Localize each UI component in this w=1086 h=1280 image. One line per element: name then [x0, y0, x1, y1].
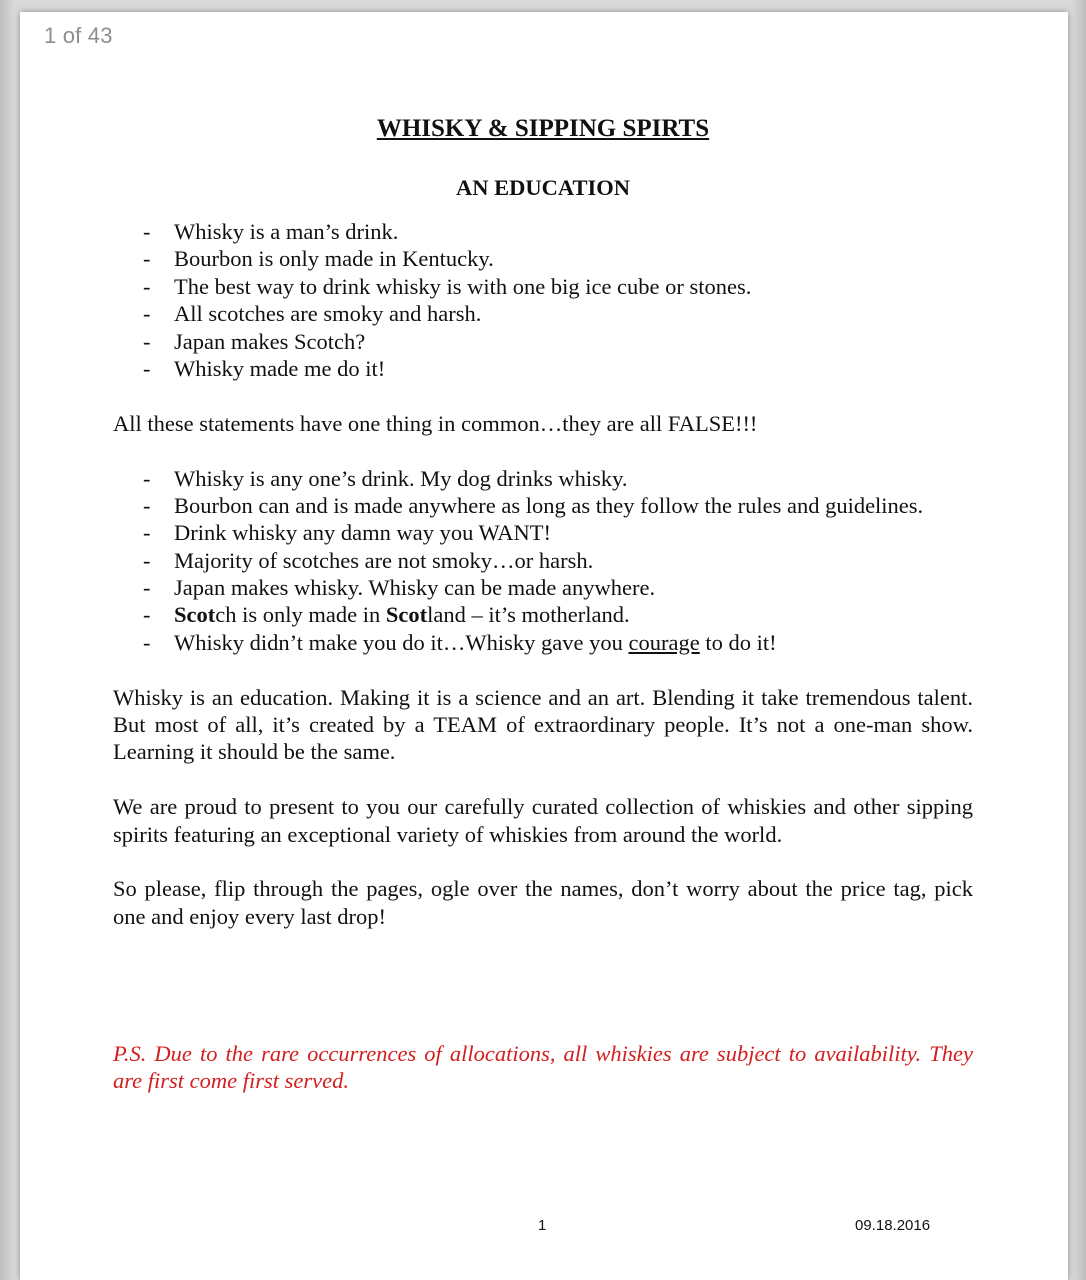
document-body: [113, 102, 973, 1095]
myths-list: [113, 218, 973, 382]
list-item: - All scotches are smoky and harsh.: [113, 300, 973, 327]
inline-text: Whisky didn’t make you do it…Whisky gave you: [174, 629, 629, 655]
list-item: - Drink whisky any damn way you WANT!: [113, 519, 973, 546]
false-statement: All these statements have one thing in common…they are all FALSE!!!: [113, 410, 758, 436]
list-item: - Japan makes Scotch?: [113, 328, 973, 355]
paragraph-flip: So please, flip through the pages, ogle over the names, don’t worry about the price tag, pick one and enjoy every last drop!: [113, 876, 973, 929]
ps-note: P.S. Due to the rare occurrences of allocations, all whiskies are subject to availability. They are first come first served.: [113, 1040, 973, 1094]
list-item: [113, 601, 973, 628]
document-subtitle: AN EDUCATION: [456, 175, 630, 200]
paragraph-education: Whisky is an education. Making it is a science and an art. Blending it take tremendous talent. But most of all, it’s created by a TEAM of extraordinary people. It’s not a one-man show. Learning it should be the same.: [113, 684, 973, 765]
document-page[interactable]: [20, 12, 1068, 1280]
list-item: - Japan makes whisky. Whisky can be made anywhere.: [113, 574, 973, 601]
list-item: - Whisky made me do it!: [113, 355, 973, 382]
list-item: - Majority of scotches are not smoky…or harsh.: [113, 547, 973, 574]
list-item: - Bourbon can and is made anywhere as long as they follow the rules and guidelines.: [113, 492, 973, 519]
inline-text: to do it!: [699, 629, 777, 655]
underlined-text: courage: [628, 629, 700, 655]
footer-date: 09.18.2016: [855, 1217, 931, 1234]
page-counter: 1 of 43: [44, 23, 113, 48]
inline-text: land – it’s motherland.: [427, 602, 630, 628]
bold-text: Scot: [385, 602, 428, 628]
document-title: WHISKY & SIPPING SPIRTS: [376, 115, 710, 142]
inline-text: ch is only made in: [215, 602, 386, 628]
list-item: - Whisky is a man’s drink.: [113, 218, 973, 245]
list-item: - The best way to drink whisky is with one big ice cube or stones.: [113, 273, 973, 300]
list-item: - Bourbon is only made in Kentucky.: [113, 245, 973, 272]
facts-list: [113, 465, 973, 657]
footer-page-number: 1: [538, 1217, 547, 1234]
bold-text: Scot: [174, 602, 216, 628]
list-item: - Whisky is any one’s drink. My dog drinks whisky.: [113, 465, 973, 492]
paragraph-proud: We are proud to present to you our carefully curated collection of whiskies and other sipping spirits featuring an exceptional variety of whiskies from around the world.: [113, 794, 973, 847]
list-item: [113, 629, 973, 656]
